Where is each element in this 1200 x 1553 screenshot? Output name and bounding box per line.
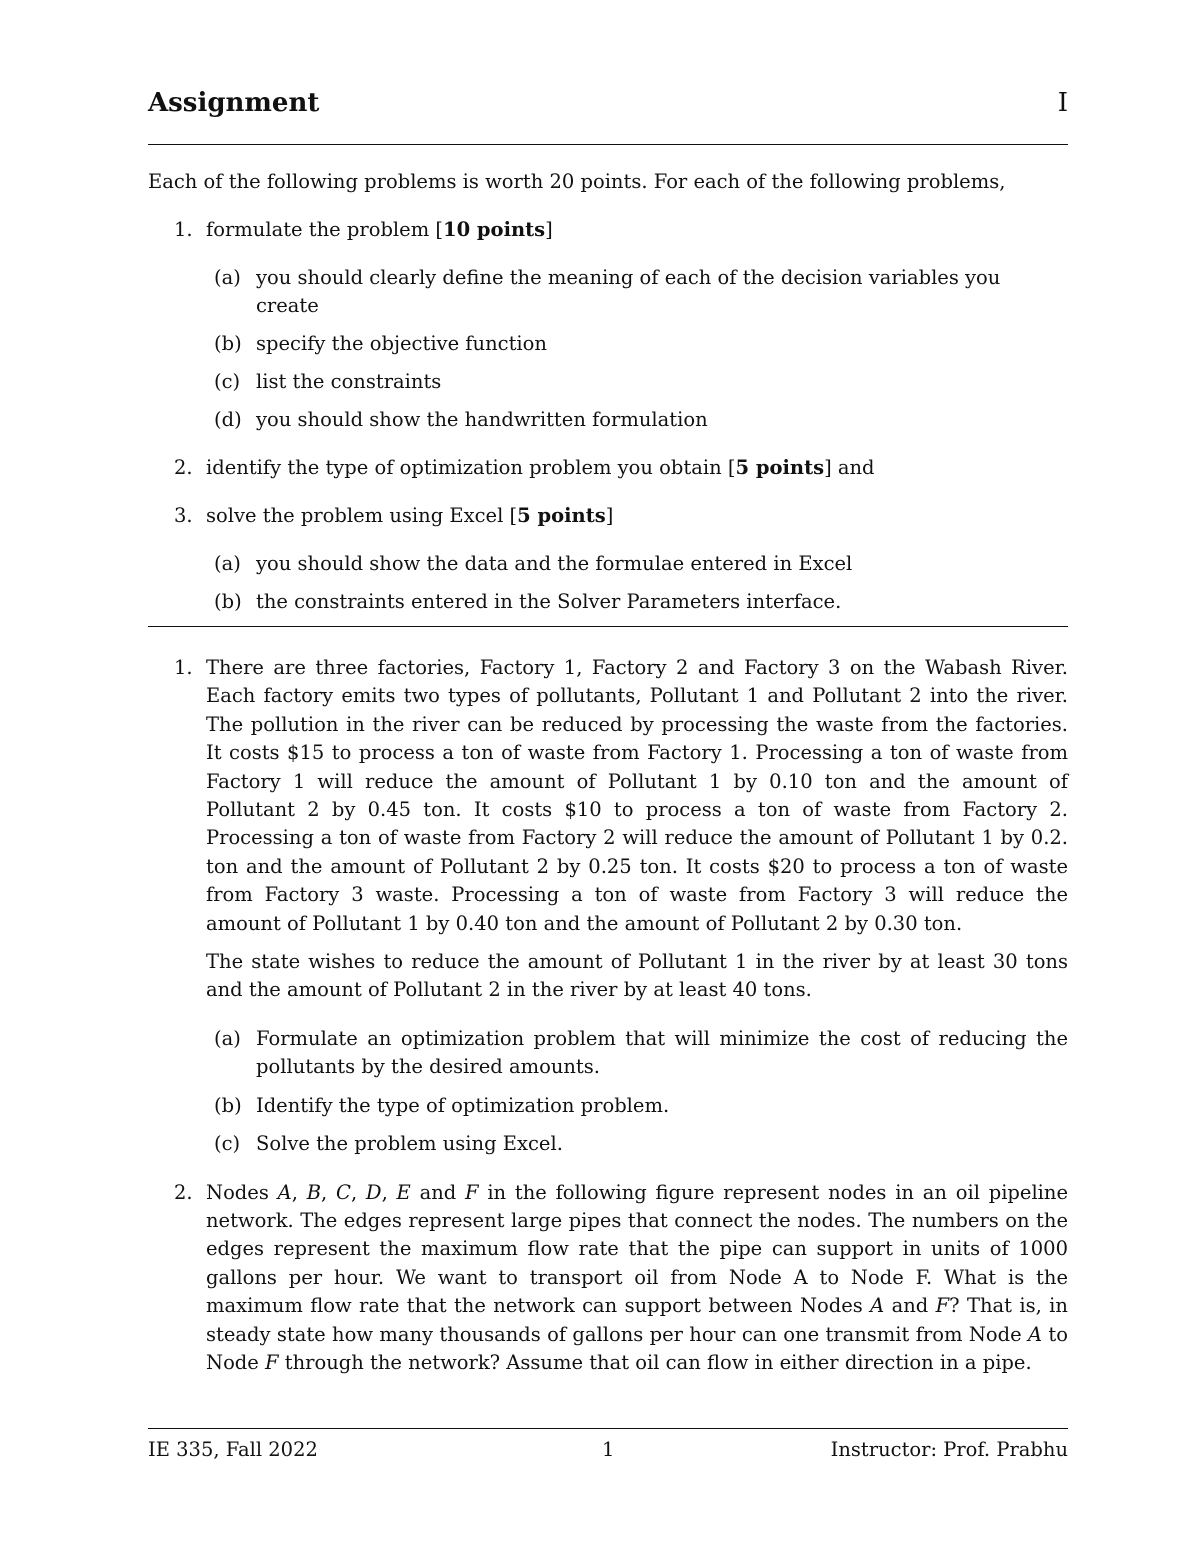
instruction-subitem [206, 588, 1068, 616]
instruction-text-end: ] [605, 504, 614, 527]
text-run: , [350, 1180, 366, 1204]
instruction-subitem [206, 330, 1068, 358]
problem-number: 2. [174, 1180, 193, 1204]
instructor-label: Instructor: Prof. Prabhu [830, 1438, 1068, 1461]
instruction-number: 2. [174, 456, 193, 479]
subitem-text: you should clearly define the meaning of each of the decision variables you create [256, 266, 1001, 317]
instructions-list [148, 216, 1068, 616]
node-label: F [265, 1350, 279, 1374]
instruction-text-end: ] [545, 218, 553, 241]
problem-list [148, 654, 1068, 1377]
subitem-text: you should show the data and the formulae entered in Excel [256, 552, 853, 575]
instructions-section [148, 168, 1068, 616]
node-label: A [870, 1294, 885, 1318]
instruction-points: 5 points [735, 456, 825, 479]
node-label: D [365, 1180, 382, 1204]
node-label: C [336, 1180, 351, 1204]
problems-section [148, 654, 1068, 1377]
text-run: in the following figure represent nodes in an oil pipeline network. The edges represent large pipes that connect the nodes. The numbers on the edges represent the maximum flow rate that the pipe can support in units of 1000 gallons per hour. We want to transport oil from Node A to Node F. What is the maximum flow rate that the network can support between Nodes [206, 1180, 1069, 1318]
subitem-text: Identify the type of optimization problem. [256, 1093, 670, 1117]
subitem-text: the constraints entered in the Solver Parameters interface. [256, 590, 842, 613]
text-run: and [410, 1180, 466, 1204]
subitem-label: (a) [214, 552, 241, 575]
problem-item [148, 654, 1068, 1159]
subitem-text: Solve the problem using Excel. [256, 1132, 563, 1156]
instruction-text: formulate the problem [ [206, 218, 443, 241]
instruction-sublist [206, 550, 1068, 616]
text-run: , [291, 1180, 307, 1204]
instruction-subitem [206, 406, 1068, 434]
node-label: A [277, 1180, 292, 1204]
page-number: 1 [602, 1438, 615, 1461]
node-label: A [1027, 1322, 1043, 1346]
footer-rule [148, 1428, 1068, 1429]
instruction-sublist [206, 264, 1068, 434]
subitem-text: you should show the handwritten formulation [256, 408, 708, 431]
assignment-number: I [1057, 88, 1068, 118]
problem-number: 1. [174, 656, 193, 679]
node-label: F [465, 1180, 479, 1204]
section-rule [148, 626, 1068, 627]
text-run: , [321, 1180, 337, 1204]
subitem-text: specify the objective function [256, 332, 547, 355]
header-rule [148, 144, 1068, 145]
instruction-subitem [206, 264, 1068, 320]
problem-description: There are three factories, Factory 1, Factory 2 and Factory 3 on the Wabash River. Each factory emits two types of pollutants, Pollutant 1 and Pollutant 2 into the river. The pollution in the river can be reduced by processing the waste from the factories. It costs $15 to process a ton of waste from Factory 1. Processing a ton of waste from Factory 1 will reduce the amount of Pollutant 1 by 0.10 ton and the amount of Pollutant 2 by 0.45 ton. It costs $10 to process a ton of waste from Factory 2. Processing a ton of waste from Factory 2 will reduce the amount of Pollutant 1 by 0.2. ton and the amount of Pollutant 2 by 0.25 ton. It costs $20 to process a ton of waste from Factory 3 waste. Processing a ton of waste from Factory 3 will reduce the amount of Pollutant 1 by 0.40 ton and the amount of Pollutant 2 by 0.30 ton. [206, 656, 1068, 935]
instruction-item [148, 454, 1068, 482]
subitem-text: Formulate an optimization problem that will minimize the cost of reducing the pollutants by the desired amounts. [256, 1026, 1068, 1079]
subitem-label: (d) [214, 408, 242, 431]
subitem-label: (b) [214, 1093, 242, 1117]
subitem-label: (c) [214, 370, 241, 393]
text-run: through the network? Assume that oil can flow in either direction in a pipe. [278, 1350, 1032, 1374]
instruction-number: 1. [174, 218, 193, 241]
subitem-label: (a) [214, 1026, 241, 1050]
instruction-text-end: ] and [824, 456, 875, 479]
problem-subitem [206, 1130, 1068, 1158]
subitem-label: (b) [214, 590, 242, 613]
page-title: Assignment [148, 88, 320, 118]
problem-subitem [206, 1025, 1068, 1082]
instruction-points: 10 points [443, 218, 546, 241]
subitem-label: (c) [214, 1132, 241, 1156]
instruction-number: 3. [174, 504, 193, 527]
problem-description [206, 1179, 1068, 1378]
node-label: F [935, 1294, 950, 1318]
instruction-subitem [206, 550, 1068, 578]
page-header [148, 88, 1068, 128]
problem-sublist [206, 1025, 1068, 1159]
problem-requirement: The state wishes to reduce the amount of Pollutant 1 in the river by at least 30 tons and the amount of Pollutant 2 in the river by at least 40 tons. [206, 950, 1068, 1002]
subitem-label: (b) [214, 332, 242, 355]
text-run: ? That is, in steady state how many thousands of gallons per hour can one transmit from Node [206, 1294, 1068, 1346]
problem-item [148, 1179, 1068, 1378]
instructions-intro: Each of the following problems is worth 20 points. For each of the following problems, [148, 170, 1006, 193]
instruction-text: solve the problem using Excel [ [206, 504, 518, 527]
subitem-label: (a) [214, 266, 241, 289]
node-label: B [306, 1180, 322, 1204]
instruction-text: identify the type of optimization problem you obtain [ [206, 456, 736, 479]
problem-subitem [206, 1092, 1068, 1120]
subitem-text: list the constraints [256, 370, 442, 393]
text-run: to Node [206, 1322, 1068, 1374]
text-run: Nodes [206, 1180, 278, 1204]
text-run: , [381, 1180, 397, 1204]
node-label: E [396, 1180, 411, 1204]
instruction-subitem [206, 368, 1068, 396]
instruction-item [148, 502, 1068, 616]
instruction-item [148, 216, 1068, 434]
assignment-page [148, 0, 1068, 1553]
text-run: and [884, 1294, 936, 1318]
instruction-points: 5 points [517, 504, 606, 527]
course-label: IE 335, Fall 2022 [148, 1438, 318, 1461]
